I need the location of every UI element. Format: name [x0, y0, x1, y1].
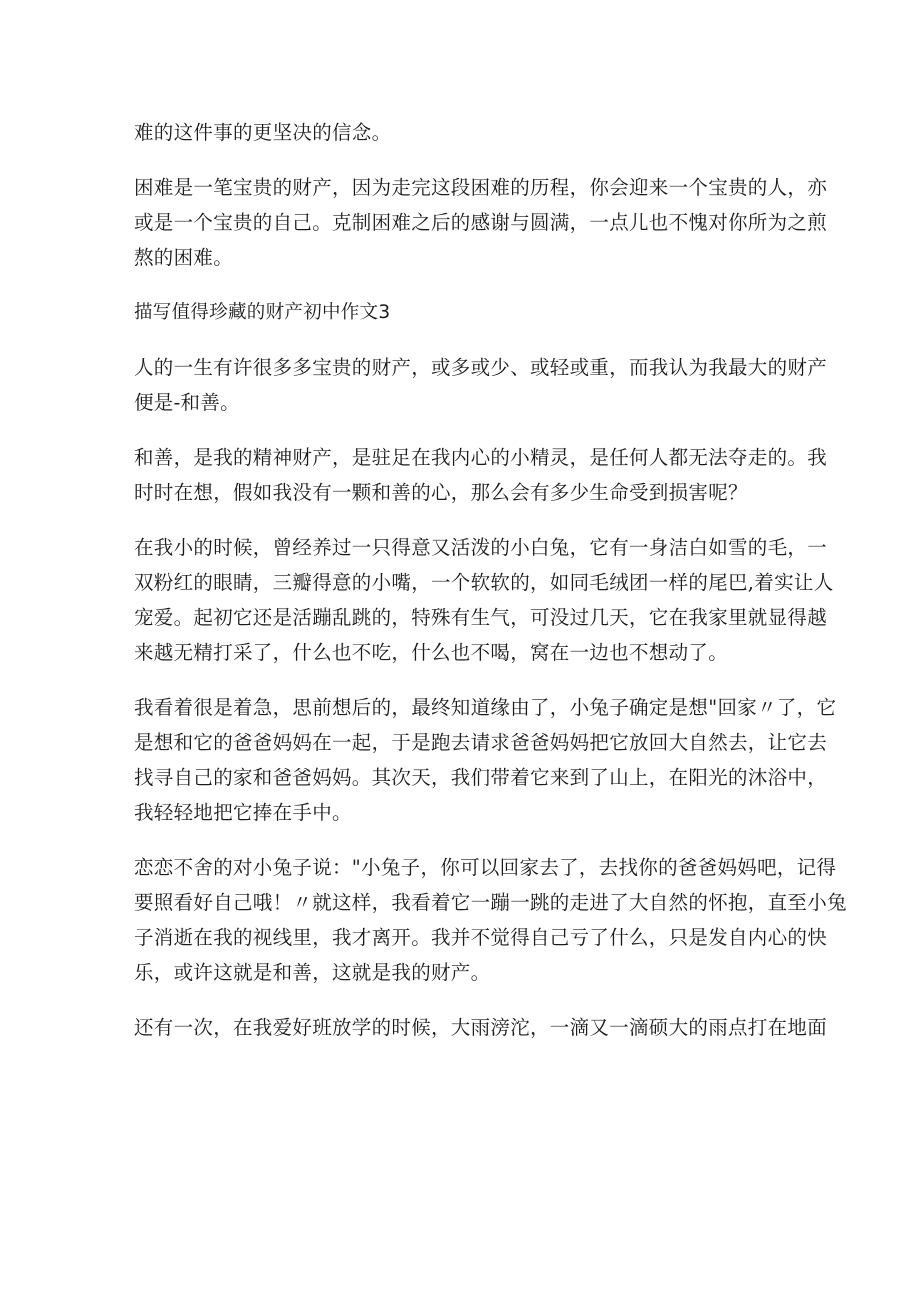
- text-line: 我轻轻地把它捧在手中。: [134, 801, 352, 824]
- paragraph: [134, 690, 837, 830]
- text-line: 人的一生有许很多多宝贵的财产，或多或少、或轻或重，而我认为我最大的财产: [134, 356, 828, 379]
- paragraph: [134, 530, 834, 670]
- text-line: 在我小的时候，曾经养过一只得意又活泼的小白兔，它有一身洁白如雪的毛，一: [134, 536, 828, 559]
- paragraph: [134, 115, 794, 150]
- text-line: 是想和它的爸爸妈妈在一起，于是跑去请求爸爸妈妈把它放回大自然去，让它去: [134, 731, 828, 754]
- paragraph: [134, 170, 828, 275]
- paragraph-spacer: [134, 150, 794, 170]
- text-line: 难的这件事的更坚决的信念。: [134, 121, 392, 144]
- paragraph-spacer: [134, 275, 794, 295]
- text-line: 或是一个宝贵的自己。克制困难之后的感谢与圆满，一点儿也不愧对你所为之煎: [134, 211, 828, 234]
- text-line: 要照看好自己哦！〃就这样，我看着它一蹦一跳的走进了大自然的怀抱，直至小兔: [134, 891, 847, 914]
- text-line: 宠爱。起初它还是活蹦乱跳的，特殊有生气，可没过几天，它在我家里就显得越: [134, 606, 828, 629]
- paragraph-spacer: [134, 330, 794, 350]
- paragraph: [134, 350, 828, 420]
- text-line: 描写值得珍藏的财产初中作文3: [134, 302, 391, 323]
- paragraph-spacer: [134, 510, 794, 530]
- paragraph: [134, 440, 828, 510]
- section-heading: [134, 295, 794, 330]
- text-line: 和善，是我的精神财产，是驻足在我内心的小精灵，是任何人都无法夺走的。我: [134, 446, 828, 469]
- text-line: 来越无精打采了，什么也不吃，什么也不喝，窝在一边也不想动了。: [134, 641, 729, 664]
- text-line: 困难是一笔宝贵的财产，因为走完这段困难的历程，你会迎来一个宝贵的人，亦: [134, 176, 828, 199]
- paragraph-spacer: [134, 990, 794, 1010]
- text-line: 乐，或许这就是和善，这就是我的财产。: [134, 961, 491, 984]
- text-line: 恋恋不舍的对小兔子说："小兔子，你可以回家去了，去找你的爸爸妈妈吧，记得: [134, 856, 837, 879]
- article-body: [134, 115, 847, 1045]
- text-line: 时时在想，假如我没有一颗和善的心，那么会有多少生命受到损害呢？: [134, 481, 748, 504]
- text-line: 我看着很是着急，思前想后的，最终知道缘由了，小兔子确定是想"回家〃了，它: [134, 696, 837, 719]
- paragraph-spacer: [134, 830, 794, 850]
- paragraph: [134, 850, 847, 990]
- paragraph-spacer: [134, 420, 794, 440]
- paragraph: [134, 1010, 828, 1045]
- paragraph-spacer: [134, 670, 794, 690]
- text-line: 便是-和善。: [134, 391, 240, 414]
- text-line: 熬的困难。: [134, 246, 234, 269]
- text-line: 找寻自己的家和爸爸妈妈。其次天，我们带着它来到了山上，在阳光的沐浴中，: [134, 766, 828, 789]
- text-line: 双粉红的眼睛，三瓣得意的小嘴，一个软软的，如同毛绒团一样的尾巴,着实让人: [134, 571, 834, 594]
- text-line: 还有一次，在我爱好班放学的时候，大雨滂沱，一滴又一滴硕大的雨点打在地面: [134, 1016, 828, 1039]
- text-line: 子消逝在我的视线里，我才离开。我并不觉得自己亏了什么，只是发自内心的快: [134, 926, 828, 949]
